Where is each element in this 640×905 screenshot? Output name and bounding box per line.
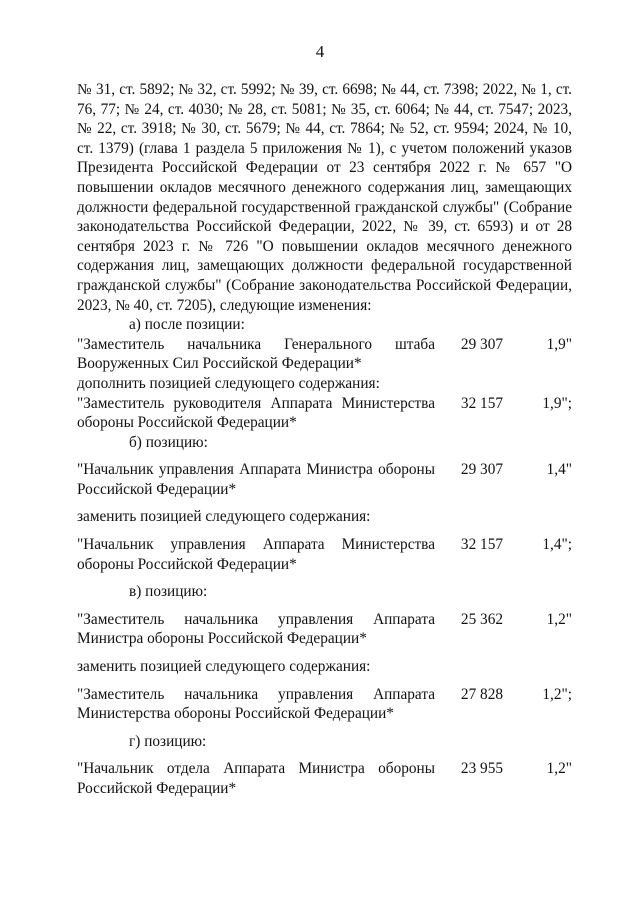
coefficient-value: 1,2" <box>546 760 572 778</box>
item-b-old-position <box>77 460 572 499</box>
item-c-connector: заменить позицией следующего содержания: <box>77 658 371 676</box>
item-a-old-position <box>77 335 572 374</box>
item-b-connector: заменить позицией следующего содержания: <box>77 508 371 526</box>
item-c-old-position <box>77 610 572 649</box>
intro-paragraph: № 31, ст. 5892; № 32, ст. 5992; № 39, ст. 6698; № 44, ст. 7398; 2022, № 1, ст. 76, 77; № 24, ст. 4030; № 28, ст. 5081; № 35, ст. 6064; № 44, ст. 7547; 2023, № 22, ст. 3918; № 30, ст. 5679; № 44, ст. 7864; № 52, ст. 9594; 2024, № 10, ст. 1379) (глава 1 раздела 5 приложения № 1), с учетом положений указов Президента Российской Федерации от 23 сентября 2022 г. № 657 "О повышении окладов месячного денежного содержания лиц, замещающих должности федеральной государственной гражданской службы" (Собрание законодательства Российской Федерации, 2022, № 39, ст. 6593) и от 28 сентября 2023 г. № 726 "О повышении окладов месячного денежного содержания лиц, замещающих должности федеральной государственной гражданской службы" (Собрание законодательства Российской Федерации, 2023, № 40, ст. 7205), следующие изменения: <box>77 81 572 314</box>
position-text: "Заместитель начальника Генерального штаба Вооруженных Сил Российской Федерации* <box>77 335 435 373</box>
coefficient-value: 1,9"; <box>542 394 572 412</box>
position-text: "Заместитель начальника управления Аппарата Министерства обороны Российской Федерации* <box>77 685 435 723</box>
document-body <box>77 80 572 799</box>
item-a-heading: а) после позиции: <box>129 316 245 334</box>
coefficient-value: 1,2" <box>546 610 572 628</box>
item-c-heading: в) позицию: <box>129 583 208 601</box>
position-text: "Начальник управления Аппарата Министра обороны Российской Федерации* <box>77 461 435 498</box>
item-a-new-position <box>77 394 572 433</box>
coefficient-value: 1,4"; <box>542 536 572 554</box>
position-text: "Заместитель начальника управления Аппарата Министра обороны Российской Федерации* <box>77 610 435 648</box>
page-number: 4 <box>315 42 325 61</box>
salary-value: 32 157 <box>460 394 503 412</box>
item-c-new-position <box>77 685 572 724</box>
item-b-new-position <box>77 535 572 574</box>
salary-value: 25 362 <box>460 610 503 628</box>
item-d-heading: г) позицию: <box>129 732 207 750</box>
item-a-connector: дополнить позицией следующего содержания: <box>77 374 380 392</box>
coefficient-value: 1,4" <box>546 461 572 479</box>
salary-value: 23 955 <box>460 760 503 778</box>
item-d-old-position <box>77 759 572 798</box>
salary-value: 29 307 <box>460 461 503 479</box>
item-b-heading: б) позицию: <box>129 433 208 451</box>
salary-value: 27 828 <box>460 685 503 703</box>
position-text: "Начальник управления Аппарата Министерства обороны Российской Федерации* <box>77 536 435 573</box>
salary-value: 32 157 <box>460 536 503 554</box>
position-text: "Начальник отдела Аппарата Министра обороны Российской Федерации* <box>77 760 435 797</box>
coefficient-value: 1,2"; <box>542 685 572 703</box>
coefficient-value: 1,9" <box>546 335 572 353</box>
salary-value: 29 307 <box>460 335 503 353</box>
position-text: "Заместитель руководителя Аппарата Министерства обороны Российской Федерации* <box>77 394 435 432</box>
